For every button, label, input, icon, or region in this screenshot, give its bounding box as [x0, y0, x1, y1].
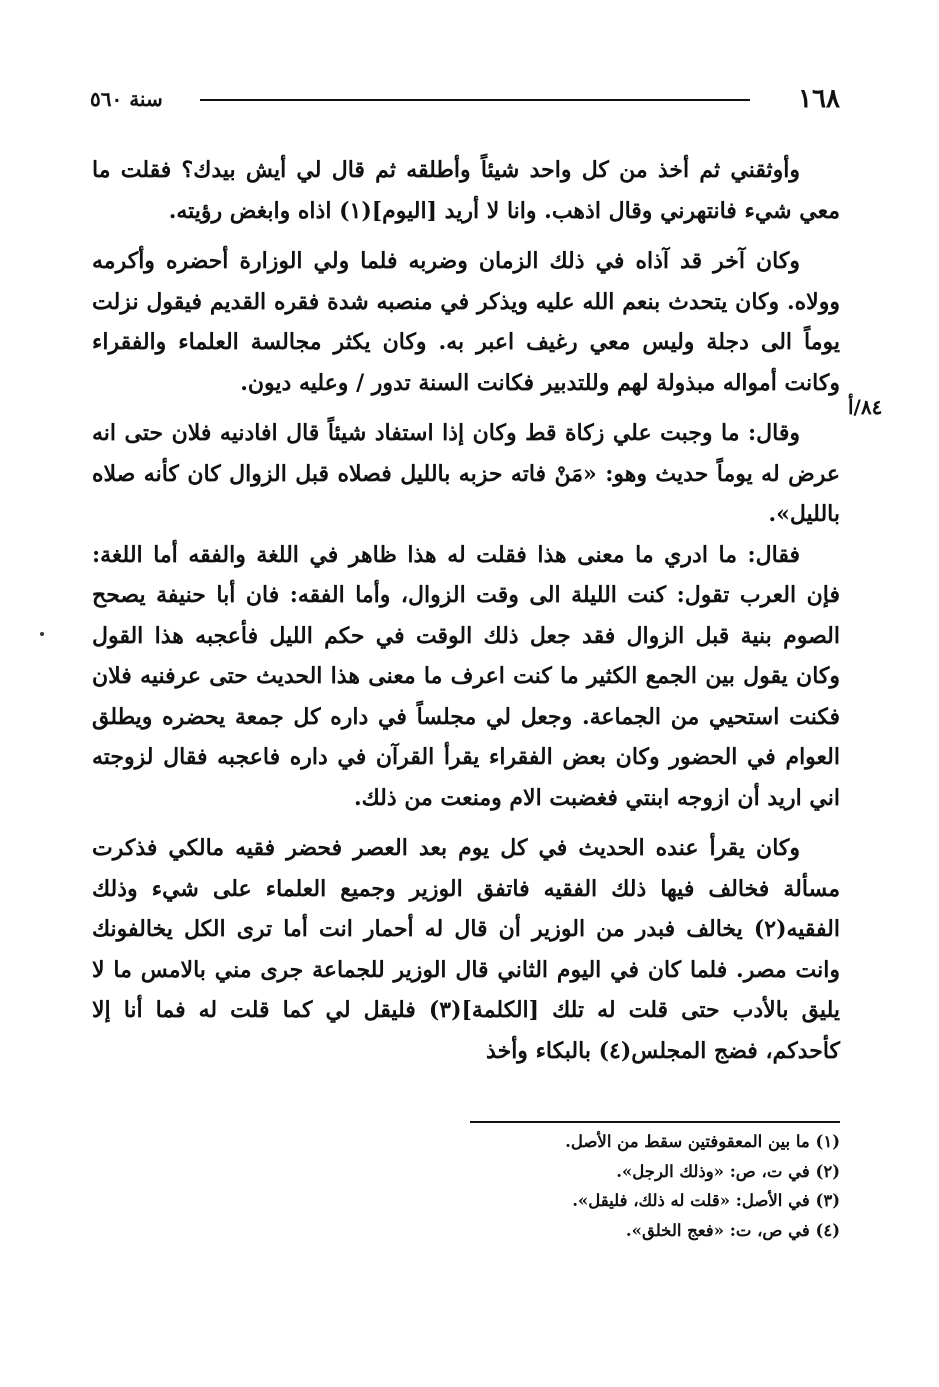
- text-line: فخالف فيها ذلك الفقيه فاتفق الوزير وجميع العلماء على شيء وذلك الفقيه(٢) يخالف: [92, 875, 840, 942]
- folio-margin-note: ٨٤/أ: [848, 395, 883, 419]
- text-line: العرب تقول: كنت الليلة الى وقت الزوال، وأما الفقه: فان أبا حنيفة يصحح الصوم بنية: [92, 582, 840, 649]
- paragraph: [92, 150, 840, 231]
- header-rule: [200, 99, 750, 101]
- text-line: وكان آخر قد آذاه في ذلك الزمان وضربه فلما ولي الوزارة أحضره وأكرمه وولاه.: [92, 248, 840, 315]
- text-line: فبدر من الوزير أن قال له أحمار انت أما ترى الكل يخالفونك وانت مصر. فلما كان في: [92, 916, 840, 983]
- footnote-rule: [470, 1121, 840, 1123]
- paragraph: [92, 241, 840, 403]
- text-line: عرض له يوماً حديث وهو: «مَنْ فاته حزبه بالليل فصلاه قبل الزوال كان كأنه صلاه: [92, 460, 840, 487]
- text-line: فانتهرني وقال اذهب. وانا لا أريد [اليوم](١) اذاه وابغض رؤيته.: [168, 197, 737, 224]
- text-line: فقال: ما ادري ما معنى هذا فقلت له هذا ظاهر في اللغة والفقه أما اللغة: فإن: [92, 541, 840, 608]
- text-line: قبل الزوال فقد جعل ذلك الوقت في حكم الليل فأعجبه هذا القول وكان يقول بين: [92, 622, 840, 689]
- text-line: وأوثقني ثم أخذ من كل واحد شيئاً وأطلقه ثم قال لي أيش بيدك؟ فقلت ما معي شيء: [92, 157, 840, 224]
- footnotes: [140, 1127, 840, 1245]
- paragraph: [92, 828, 840, 1071]
- text-line: الجماعة. وجعل لي مجلساً في داره كل جمعة يحضره ويطلق العوام في الحضور وكان: [92, 703, 840, 770]
- footnote: (٣) في الأصل: «قلت له ذلك، فليقل».: [572, 1191, 840, 1210]
- text-line: [الكلمة](٣) فليقل لي كما قلت له فما أنا إلا كأحدكم، فضج المجلس(٤) بالبكاء وأخذ: [92, 997, 840, 1064]
- text-line: الجمع الكثير ما كنت اعرف ما معنى هذا الحديث حتى عرفنيه فلان فكنت استحيي من: [92, 663, 840, 730]
- paragraph: [92, 413, 840, 535]
- main-text: [92, 150, 840, 1071]
- paragraph: [92, 535, 840, 819]
- page-number: ١٦٨: [798, 84, 840, 114]
- footnote: (٤) في ص، ت: «فعج الخلق».: [625, 1220, 840, 1240]
- text-line: الام ومنعت من ذلك.: [353, 784, 542, 811]
- text-line: بالليل».: [768, 501, 840, 527]
- text-line: وقال: ما وجبت علي زكاة قط وكان إذا استفاد شيئاً قال افادنيه فلان حتى انه: [92, 420, 800, 446]
- footnote: (٢) في ت، ص: «وذلك الرجل».: [616, 1161, 840, 1181]
- text-line: وللتدبير فكانت السنة تدور / وعليه ديون.: [240, 369, 610, 396]
- text-line: اليوم الثاني قال الوزير للجماعة جرى مني بالامس ما لا يليق بالأدب حتى قلت له تلك: [92, 956, 840, 1023]
- text-line: بعض الفقراء يقرأ القرآن في داره فاعجبه فقال لزوجته اني اريد أن ازوجه ابنتي فغضبت: [92, 744, 840, 811]
- text-line: وكان يقرأ عنده الحديث في كل يوم بعد العصر فحضر فقيه مالكي فذكرت مسألة: [92, 835, 840, 902]
- text-line: وكان يتحدث بنعم الله عليه ويذكر في منصبه شدة فقره القديم فيقول نزلت يوماً الى دجلة: [92, 288, 840, 355]
- running-head: سنة ٥٦٠: [90, 87, 163, 111]
- text-line: وليس معي رغيف اعبر به. وكان يكثر مجالسة العلماء والفقراء وكانت أمواله مبذولة لهم: [92, 329, 840, 396]
- footnote: (١) ما بين المعقوفتين سقط من الأصل.: [565, 1132, 840, 1151]
- scan-speck: [40, 632, 44, 636]
- page-header: [90, 82, 840, 116]
